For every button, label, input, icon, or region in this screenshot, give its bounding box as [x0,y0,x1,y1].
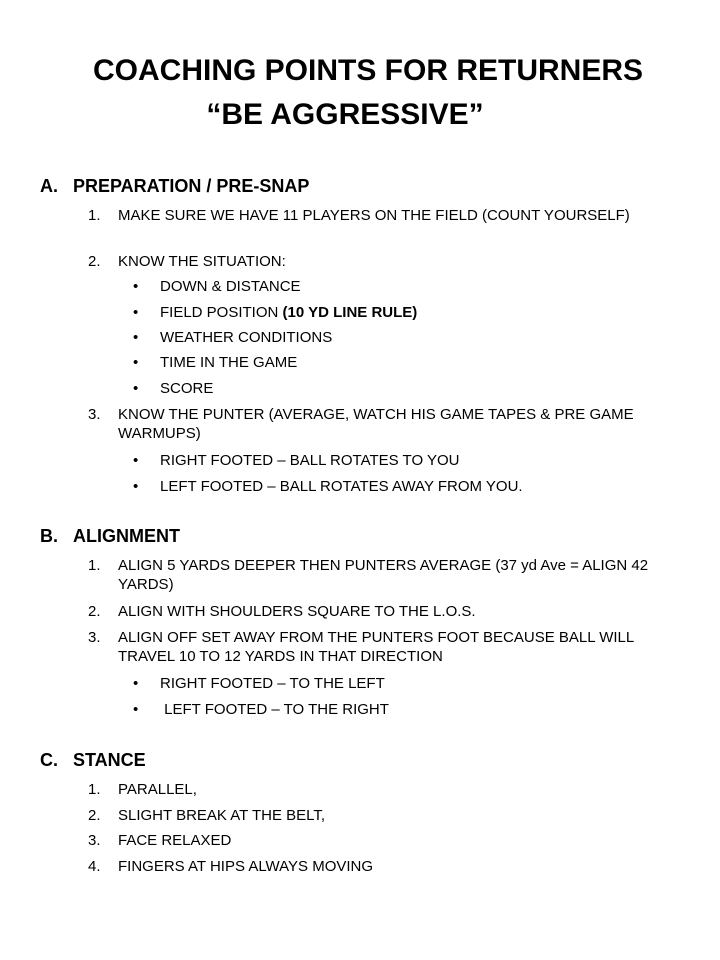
list-item: 2. KNOW THE SITUATION: [88,253,286,270]
bullet-icon: • [133,354,139,371]
bullet-icon: • [133,452,139,469]
bullet-icon: • [133,675,139,692]
list-item: 1. PARALLEL, [88,781,197,798]
bullet-item: • WEATHER CONDITIONS [133,329,333,346]
bullet-item: • RIGHT FOOTED – BALL ROTATES TO YOU [133,452,460,469]
section-a-heading [40,176,309,197]
list-item: 2. SLIGHT BREAK AT THE BELT, [88,807,326,824]
page-title: COACHING POINTS FOR RETURNERS [92,54,644,87]
bullet-item: • LEFT FOOTED – TO THE RIGHT [133,701,389,718]
bullet-item: • TIME IN THE GAME [133,354,298,371]
bullet-item: • LEFT FOOTED – BALL ROTATES AWAY FROM YOU. [133,478,523,495]
section-title: STANCE [73,750,146,770]
section-c-heading [40,750,146,771]
bullet-icon: • [133,278,139,295]
bullet-item: • FIELD POSITION (10 YD LINE RULE) [133,304,418,321]
bullet-icon: • [133,329,139,346]
list-item: 2. ALIGN WITH SHOULDERS SQUARE TO THE L.O.S. [88,603,476,620]
page-subtitle: “BE AGGRESSIVE” [206,98,484,131]
bullet-icon: • [133,701,139,718]
bullet-item: • SCORE [133,380,214,397]
bullet-item: • RIGHT FOOTED – TO THE LEFT [133,675,385,692]
bullet-item: • DOWN & DISTANCE [133,278,301,295]
list-item: 3. ALIGN OFF SET AWAY FROM THE PUNTERS FOOT BECAUSE BALL WILL TRAVEL 10 TO 12 YARDS IN THAT DIRECTION [88,629,634,665]
bullet-icon: • [133,478,139,495]
section-letter: C. [40,750,58,770]
list-item: 4. FINGERS AT HIPS ALWAYS MOVING [88,858,374,875]
list-item: 3. KNOW THE PUNTER (AVERAGE, WATCH HIS GAME TAPES & PRE GAME WARMUPS) [88,406,634,442]
section-title: PREPARATION / PRE-SNAP [73,176,310,196]
section-b-heading [40,526,180,547]
list-item: 3. FACE RELAXED [88,832,232,849]
section-letter: A. [40,176,58,196]
list-item: 1. MAKE SURE WE HAVE 11 PLAYERS ON THE FIELD (COUNT YOURSELF) [88,207,630,224]
list-item: 1. ALIGN 5 YARDS DEEPER THEN PUNTERS AVERAGE (37 yd Ave = ALIGN 42 YARDS) [88,557,649,593]
emphasis-text: (10 YD LINE RULE) [282,304,418,321]
bullet-icon: • [133,380,139,397]
bullet-icon: • [133,304,139,321]
section-letter: B. [40,526,58,546]
section-title: ALIGNMENT [73,526,180,546]
